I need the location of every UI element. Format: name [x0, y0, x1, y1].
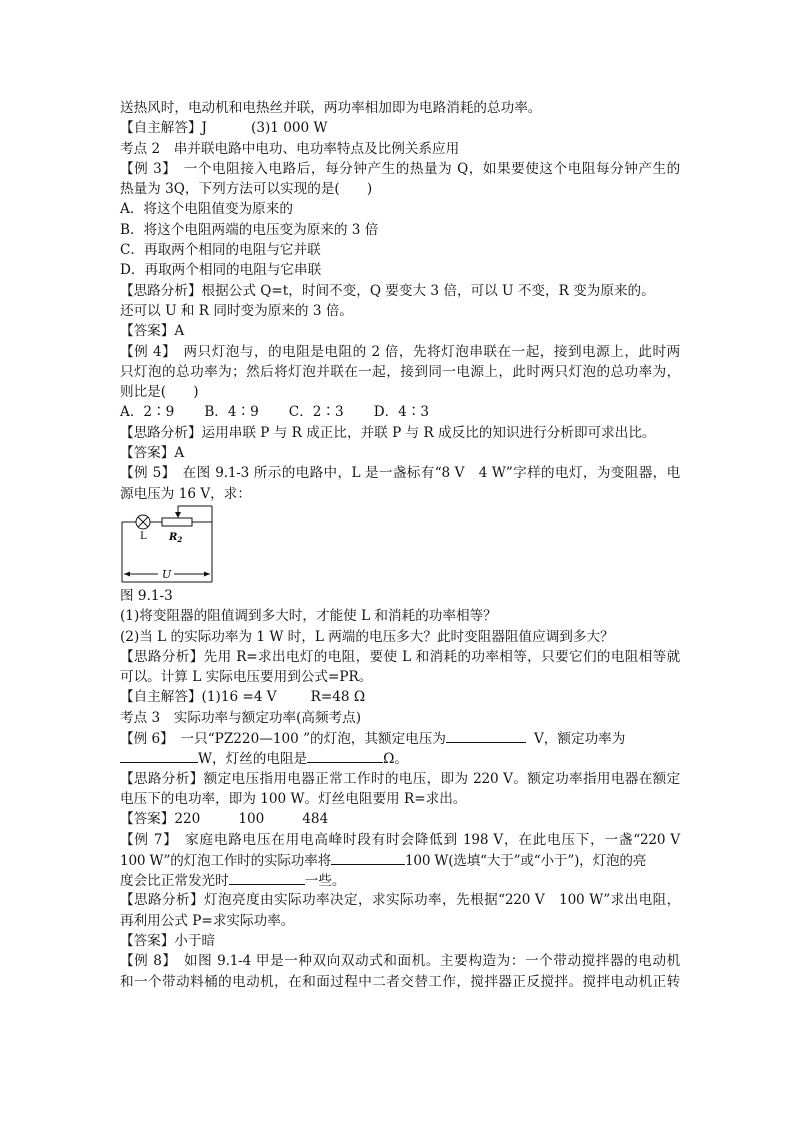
- text-line: 【例 3】 一个电阻接入电路后，每分钟产生的热量为 Q，如果要使这个电阻每分钟产生的: [120, 160, 680, 177]
- fill-blank: [331, 850, 405, 865]
- text-line: [120, 728, 680, 748]
- fill-blank: [307, 748, 383, 763]
- answer-line: [120, 687, 680, 707]
- fill-blank: [446, 728, 526, 743]
- choice-option: B．4∶9: [204, 404, 259, 421]
- arrowhead-right-icon: [204, 571, 210, 576]
- text-line: 【思路分析】灯泡亮度由实际功率决定，求实际功率，先根据“220 V 100 W”求出电阻，: [120, 892, 680, 909]
- text-line: 则比是( ): [120, 384, 199, 401]
- section-heading: 考点 2 串并联电路中电功、电功率特点及比例关系应用: [120, 140, 460, 157]
- text-line: [120, 870, 680, 890]
- text-line: 送热风时，电动机和电热丝并联，两功率相加即为电路消耗的总功率。: [120, 100, 542, 116]
- choice-option: A．2∶9: [120, 404, 175, 421]
- text-line: (1)将变阻器的阻值调到多大时，才能使 L 和消耗的功率相等？: [120, 608, 497, 625]
- question-text: 度会比正常发光时: [120, 873, 229, 890]
- arrowhead-left-icon: [124, 571, 130, 576]
- voltage-label: U: [162, 567, 172, 581]
- question-text: Ω。: [383, 751, 409, 768]
- section-heading: 考点 3 实际功率与额定功率(高频考点): [120, 709, 362, 726]
- question-text: 一些。: [304, 873, 346, 890]
- text-line: 热量为 3Q，下列方法可以实现的是( ): [120, 181, 373, 198]
- answer-value: (3)1 000 W: [251, 120, 328, 137]
- text-line: [120, 748, 680, 768]
- text-line: 还可以 U 和 R 同时变为原来的 3 倍。: [120, 302, 353, 319]
- figure-caption: 图 9.1-3: [120, 587, 173, 604]
- answer-part: 100: [238, 811, 265, 828]
- answer-part: 【自主解答】(1)16 =4 V: [120, 689, 277, 706]
- resistor-icon: [162, 518, 192, 526]
- answer-part: R=48 Ω: [310, 689, 366, 706]
- text-line: 【例 4】 两只灯泡与，的电阻是电阻的 2 倍，先将灯泡串联在一起，接到电源上，此时两: [120, 343, 680, 360]
- answer-line: [120, 809, 680, 829]
- fill-blank: [229, 870, 305, 885]
- choice-row: [120, 402, 680, 422]
- text-line: 【例 8】 如图 9.1-4 甲是一种双向双动式和面机。主要构造为：一个带动搅拌器的电动机: [120, 953, 680, 970]
- answer-line: 【答案】小于暗: [120, 932, 216, 949]
- circuit-diagram: [120, 504, 680, 586]
- question-text: 100 W”的灯泡工作时的实际功率将: [120, 852, 331, 869]
- text-line: 【思路分析】运用串联 P 与 R 成正比，并联 P 与 R 成反比的知识进行分析即可求出比。: [120, 424, 656, 441]
- resistor-label: $R_2$: [169, 531, 183, 544]
- text-line: (2)当 L 的实际功率为 1 W 时，L 两端的电压多大？此时变阻器阻值应调到多大？: [120, 628, 614, 645]
- circuit-svg: [120, 504, 220, 586]
- fill-blank: [120, 748, 198, 763]
- answer-line: 【答案】A: [120, 445, 185, 462]
- document-content: [120, 98, 680, 992]
- text-line: 【思路分析】根据公式 Q=t，时间不变，Q 要变大 3 倍，可以 U 不变，R 变为原来的。: [120, 282, 655, 299]
- text-line: 再利用公式 P=求实际功率。: [120, 912, 295, 929]
- question-text: V，额定功率为: [533, 731, 626, 748]
- choice-option: B．将这个电阻两端的电压变为原来的 3 倍: [120, 221, 379, 238]
- text-line: 【例 5】 在图 9.1-3 所示的电路中，L 是一盏标有“8 V 4 W”字样的电灯，为变阻器，电: [120, 465, 680, 482]
- answer-part: 484: [302, 811, 329, 828]
- lamp-label: L: [140, 530, 147, 542]
- text-line: 电压下的电功率，即为 100 W。灯丝电阻要用 R=求出。: [120, 790, 467, 807]
- choice-option: A．将这个电阻值变为原来的: [120, 201, 293, 218]
- slider-arrow-icon: [175, 512, 181, 518]
- choice-option: D．再取两个相同的电阻与它串联: [120, 262, 322, 279]
- text-line: [120, 850, 680, 870]
- text-line: 可以。计算 L 实际电压要用到公式=PR。: [120, 669, 373, 686]
- text-line: 只灯泡的总功率为；然后将灯泡并联在一起，接到同一电源上，此时两只灯泡的总功率为，: [120, 363, 680, 380]
- text-line: [120, 118, 680, 138]
- text-line: 源电压为 16 V，求：: [120, 485, 251, 502]
- text-line: 【思路分析】先用 R=求出电灯的电阻，要使 L 和消耗的功率相等，只要它们的电阻相等就: [120, 648, 680, 665]
- question-text: W，灯丝的电阻是: [198, 751, 308, 768]
- text-line: 【思路分析】额定电压指用电器正常工作时的电压，即为 220 V。额定功率指用电器在额定: [120, 770, 680, 787]
- question-text: 【例 6】 一只“PZ220—100 ”的灯泡，其额定电压为: [120, 731, 446, 748]
- choice-option: C．2∶3: [288, 404, 344, 421]
- text-line: 和一个带动料桶的电动机，在和面过程中二者交替工作，搅拌器正反搅拌。搅拌电动机正转: [120, 973, 680, 990]
- choice-option: D．4∶3: [373, 404, 430, 421]
- question-text: 100 W(选填“大于”或“小于”)，灯泡的亮: [404, 852, 647, 869]
- answer-part: 【答案】220: [120, 811, 201, 828]
- answer-label: 【自主解答】J: [120, 120, 208, 137]
- text-line: 【例 7】 家庭电路电压在用电高峰时段有时会降低到 198 V，在此电压下，一盏“220 V: [120, 831, 680, 848]
- answer-line: 【答案】A: [120, 323, 185, 340]
- choice-option: C．再取两个相同的电阻与它并联: [120, 242, 321, 259]
